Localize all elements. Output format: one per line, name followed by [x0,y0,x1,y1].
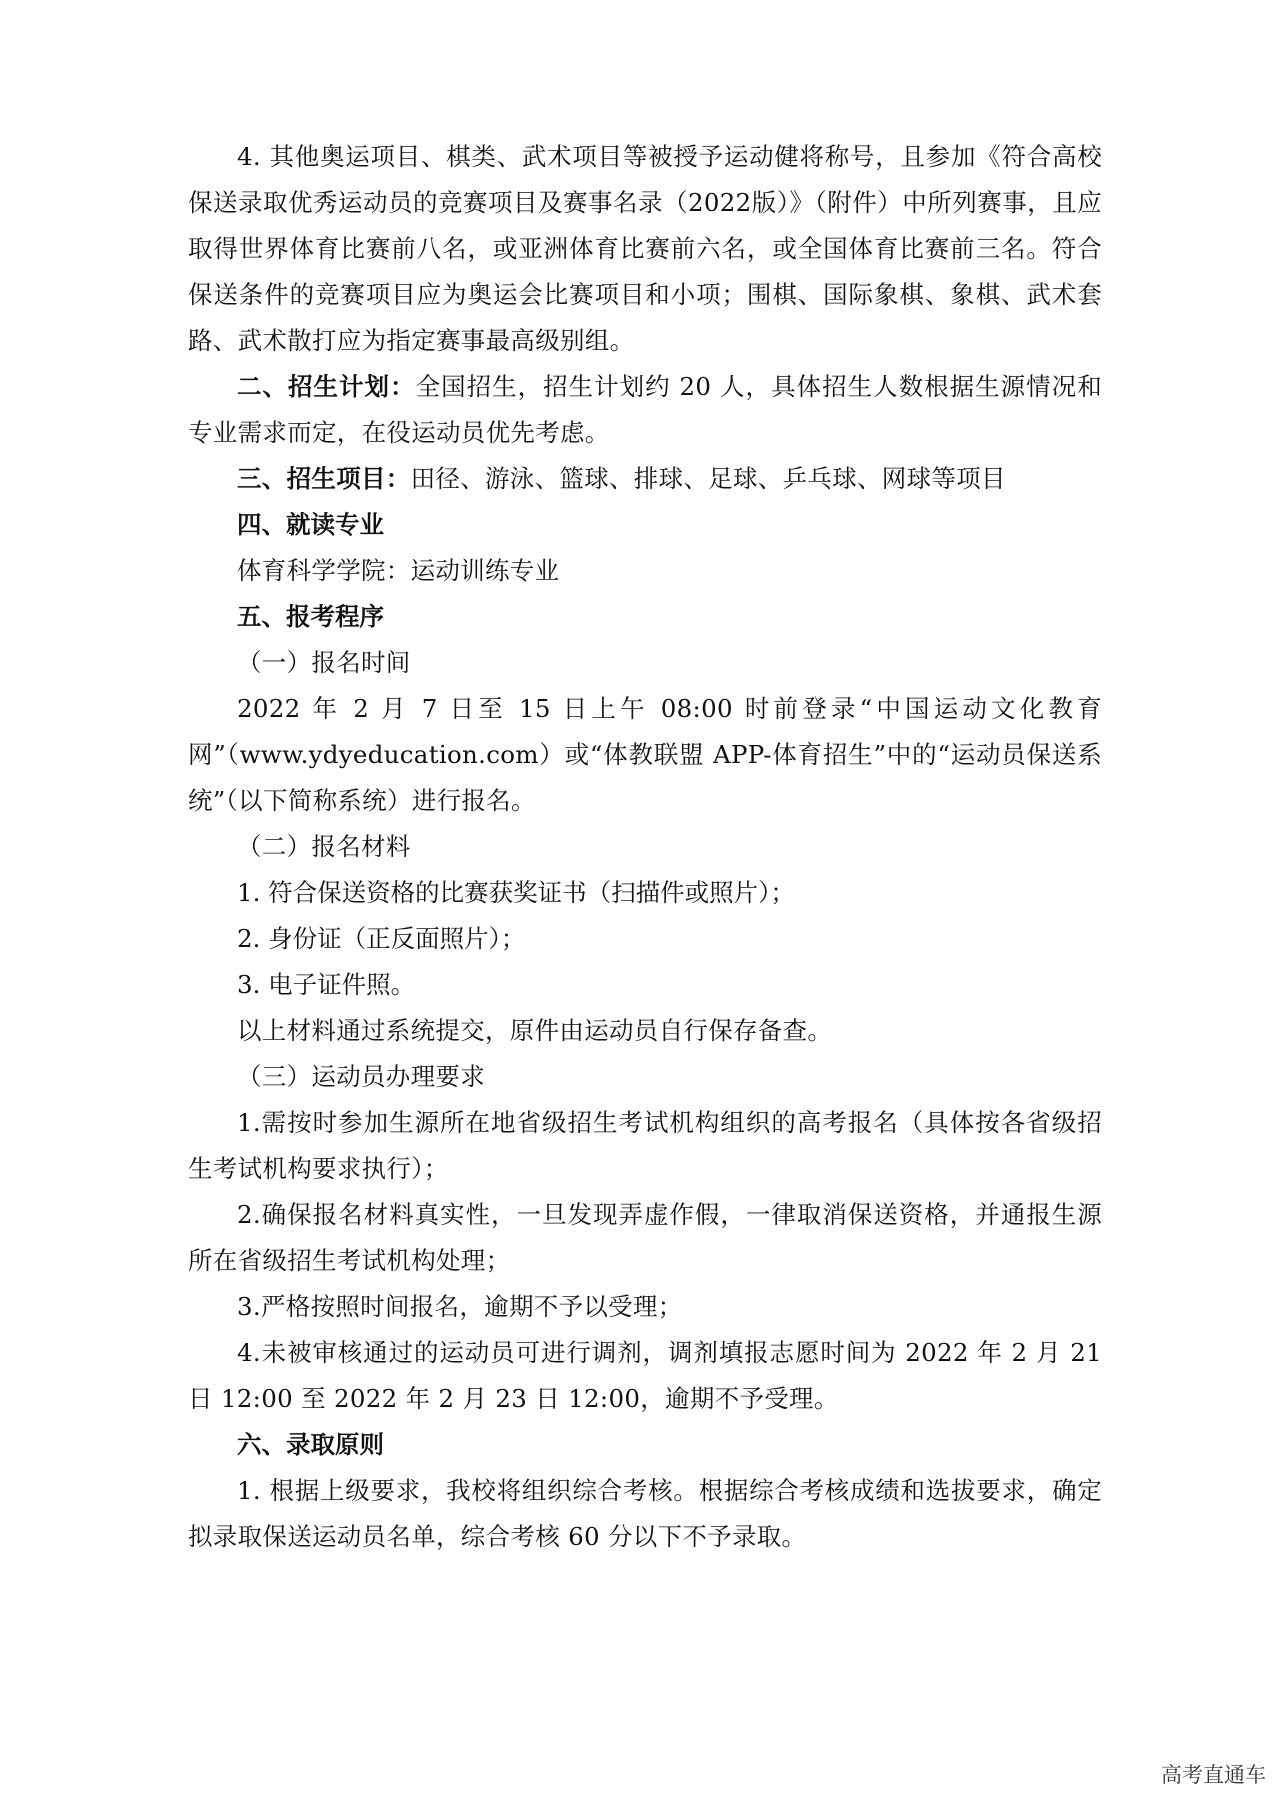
section-major-heading: 四、就读专业 [237,510,384,539]
sub-registration-time-text: 2022 年 2 月 7 日至 15 日上午 08:00 时前登录“中国运动文化教育网”（www.ydyeducation.com）或“体教联盟 APP-体育招生”中的“运动员保送系统”（以下简称系统）进行报名。 [188,694,1102,815]
list-item: 1.需按时参加生源所在地省级招生考试机构组织的高考报名（具体按各省级招生考试机构要求执行）； [188,1108,1102,1183]
section-text: 田径、游泳、篮球、排球、足球、乒乓球、网球等项目 [410,464,1006,493]
materials-note: 以上材料通过系统提交，原件由运动员自行保存备查。 [237,1016,833,1045]
section-major-text: 体育科学学院：运动训练专业 [237,556,560,585]
sub-registration-time-label: （一）报名时间 [237,648,411,677]
list-item: 2. 身份证（正反面照片）； [237,924,526,953]
list-item: 2.确保报名材料真实性，一旦发现弄虚作假，一律取消保送资格，并通报生源所在省级招生考试机构处理； [188,1200,1102,1275]
section-text: 全国招生，招生计划约 20 人，具体招生人数根据生源情况和专业需求而定，在役运动员优先考虑。 [188,372,1102,447]
section-procedure-heading: 五、报考程序 [237,602,384,631]
section-admission-heading: 六、录取原则 [237,1430,384,1459]
watermark: 高考直通车 [1161,1763,1266,1787]
section-admission-text: 1. 根据上级要求，我校将组织综合考核。根据综合考核成绩和选拔要求，确定拟录取保送运动员名单，综合考核 60 分以下不予录取。 [188,1476,1102,1551]
section-label: 三、招生项目： [237,464,411,493]
sub-materials-label: （二）报名材料 [237,832,411,861]
list-item: 3.严格按照时间报名，逾期不予以受理； [237,1292,683,1321]
sub-requirements-label: （三）运动员办理要求 [237,1062,485,1091]
document-page [188,134,1102,1560]
paragraph-other-olympic-items: 4. 其他奥运项目、棋类、武术项目等被授予运动健将称号，且参加《符合高校保送录取优秀运动员的竞赛项目及赛事名录（2022版）》（附件）中所列赛事，且应取得世界体育比赛前八名，或亚洲体育比赛前六名，或全国体育比赛前三名。符合保送条件的竞赛项目应为奥运会比赛项目和小项；围棋、国际象棋、象棋、武术套路、武术散打应为指定赛事最高级别组。 [188,142,1102,355]
list-item: 1. 符合保送资格的比赛获奖证书（扫描件或照片）； [237,878,795,907]
list-item: 4.未被审核通过的运动员可进行调剂，调剂填报志愿时间为 2022 年 2 月 21 日 12:00 至 2022 年 2 月 23 日 12:00，逾期不予受理。 [188,1338,1102,1413]
section-enrollment-items [188,456,1102,502]
list-item: 3. 电子证件照。 [237,970,416,999]
section-label: 二、招生计划： [237,372,416,401]
section-enrollment-plan [188,364,1102,456]
